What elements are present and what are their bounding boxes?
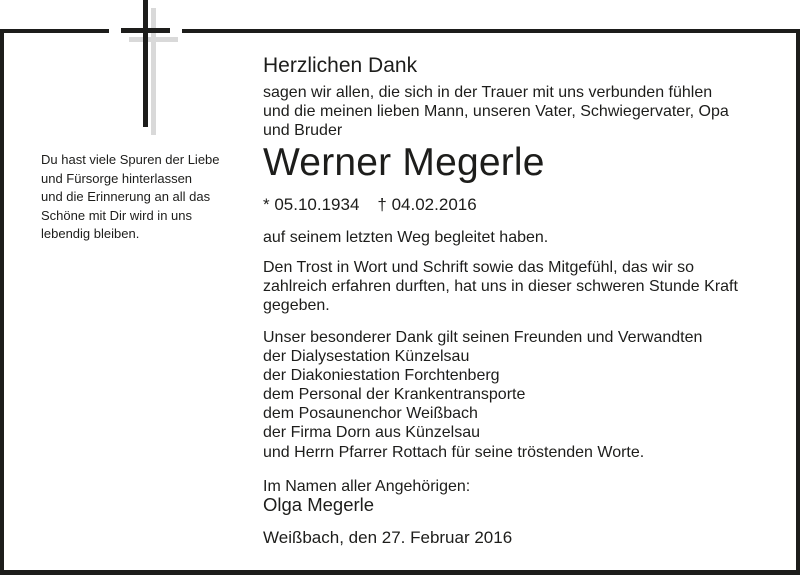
frame-bottom-line xyxy=(0,570,800,575)
death-date: † 04.02.2016 xyxy=(377,195,477,214)
frame-right-line xyxy=(796,29,800,575)
life-dates xyxy=(263,195,477,215)
poem-line: lebendig bleiben. xyxy=(41,226,140,241)
intro-line: sagen wir allen, die sich in der Trauer mit uns verbunden fühlen xyxy=(263,84,713,101)
thanks-line: Unser besonderer Dank gilt seinen Freunden und Verwandten xyxy=(263,329,703,346)
cross-vertical xyxy=(143,0,148,127)
after-name-line: auf seinem letzten Weg begleitet haben. xyxy=(263,229,549,246)
thanks-line: dem Personal der Krankentransporte xyxy=(263,386,526,403)
on-behalf-line: Im Namen aller Angehörigen: xyxy=(263,478,471,495)
intro-line: und Bruder xyxy=(263,122,343,139)
poem-line: und die Erinnerung an all das xyxy=(41,189,211,204)
memorial-poem xyxy=(41,151,220,244)
thanks-line: der Diakoniestation Forchtenberg xyxy=(263,367,500,384)
thanks-line: der Firma Dorn aus Künzelsau xyxy=(263,424,480,441)
signer-name: Olga Megerle xyxy=(263,494,375,515)
intro-line: und die meinen lieben Mann, unseren Vater, Schwiegervater, Opa xyxy=(263,103,729,120)
notice-heading: Herzlichen Dank xyxy=(263,54,418,77)
thanks-line: und Herrn Pfarrer Rottach für seine tröstenden Worte. xyxy=(263,444,645,461)
birth-date: * 05.10.1934 xyxy=(263,195,360,214)
comfort-line: gegeben. xyxy=(263,297,330,314)
frame-left-line xyxy=(0,29,4,575)
poem-line: und Fürsorge hinterlassen xyxy=(41,170,193,186)
comfort-line: zahlreich erfahren durften, hat uns in dieser schweren Stunde Kraft xyxy=(263,278,738,295)
frame-top-left-line xyxy=(0,29,109,33)
comfort-line: Den Trost in Wort und Schrift sowie das Mitgefühl, das wir so xyxy=(263,259,694,276)
poem-line: Schöne mit Dir wird in uns xyxy=(41,207,192,223)
frame-top-right-line xyxy=(182,29,800,33)
cross-shadow-horizontal xyxy=(129,37,178,42)
thanks-line: der Dialysestation Künzelsau xyxy=(263,348,470,365)
thanks-line: dem Posaunenchor Weißbach xyxy=(263,405,478,422)
deceased-name: Werner Megerle xyxy=(263,141,545,184)
cross-horizontal xyxy=(121,28,170,33)
place-date: Weißbach, den 27. Februar 2016 xyxy=(263,528,513,547)
poem-line: Du hast viele Spuren der Liebe xyxy=(41,152,220,167)
